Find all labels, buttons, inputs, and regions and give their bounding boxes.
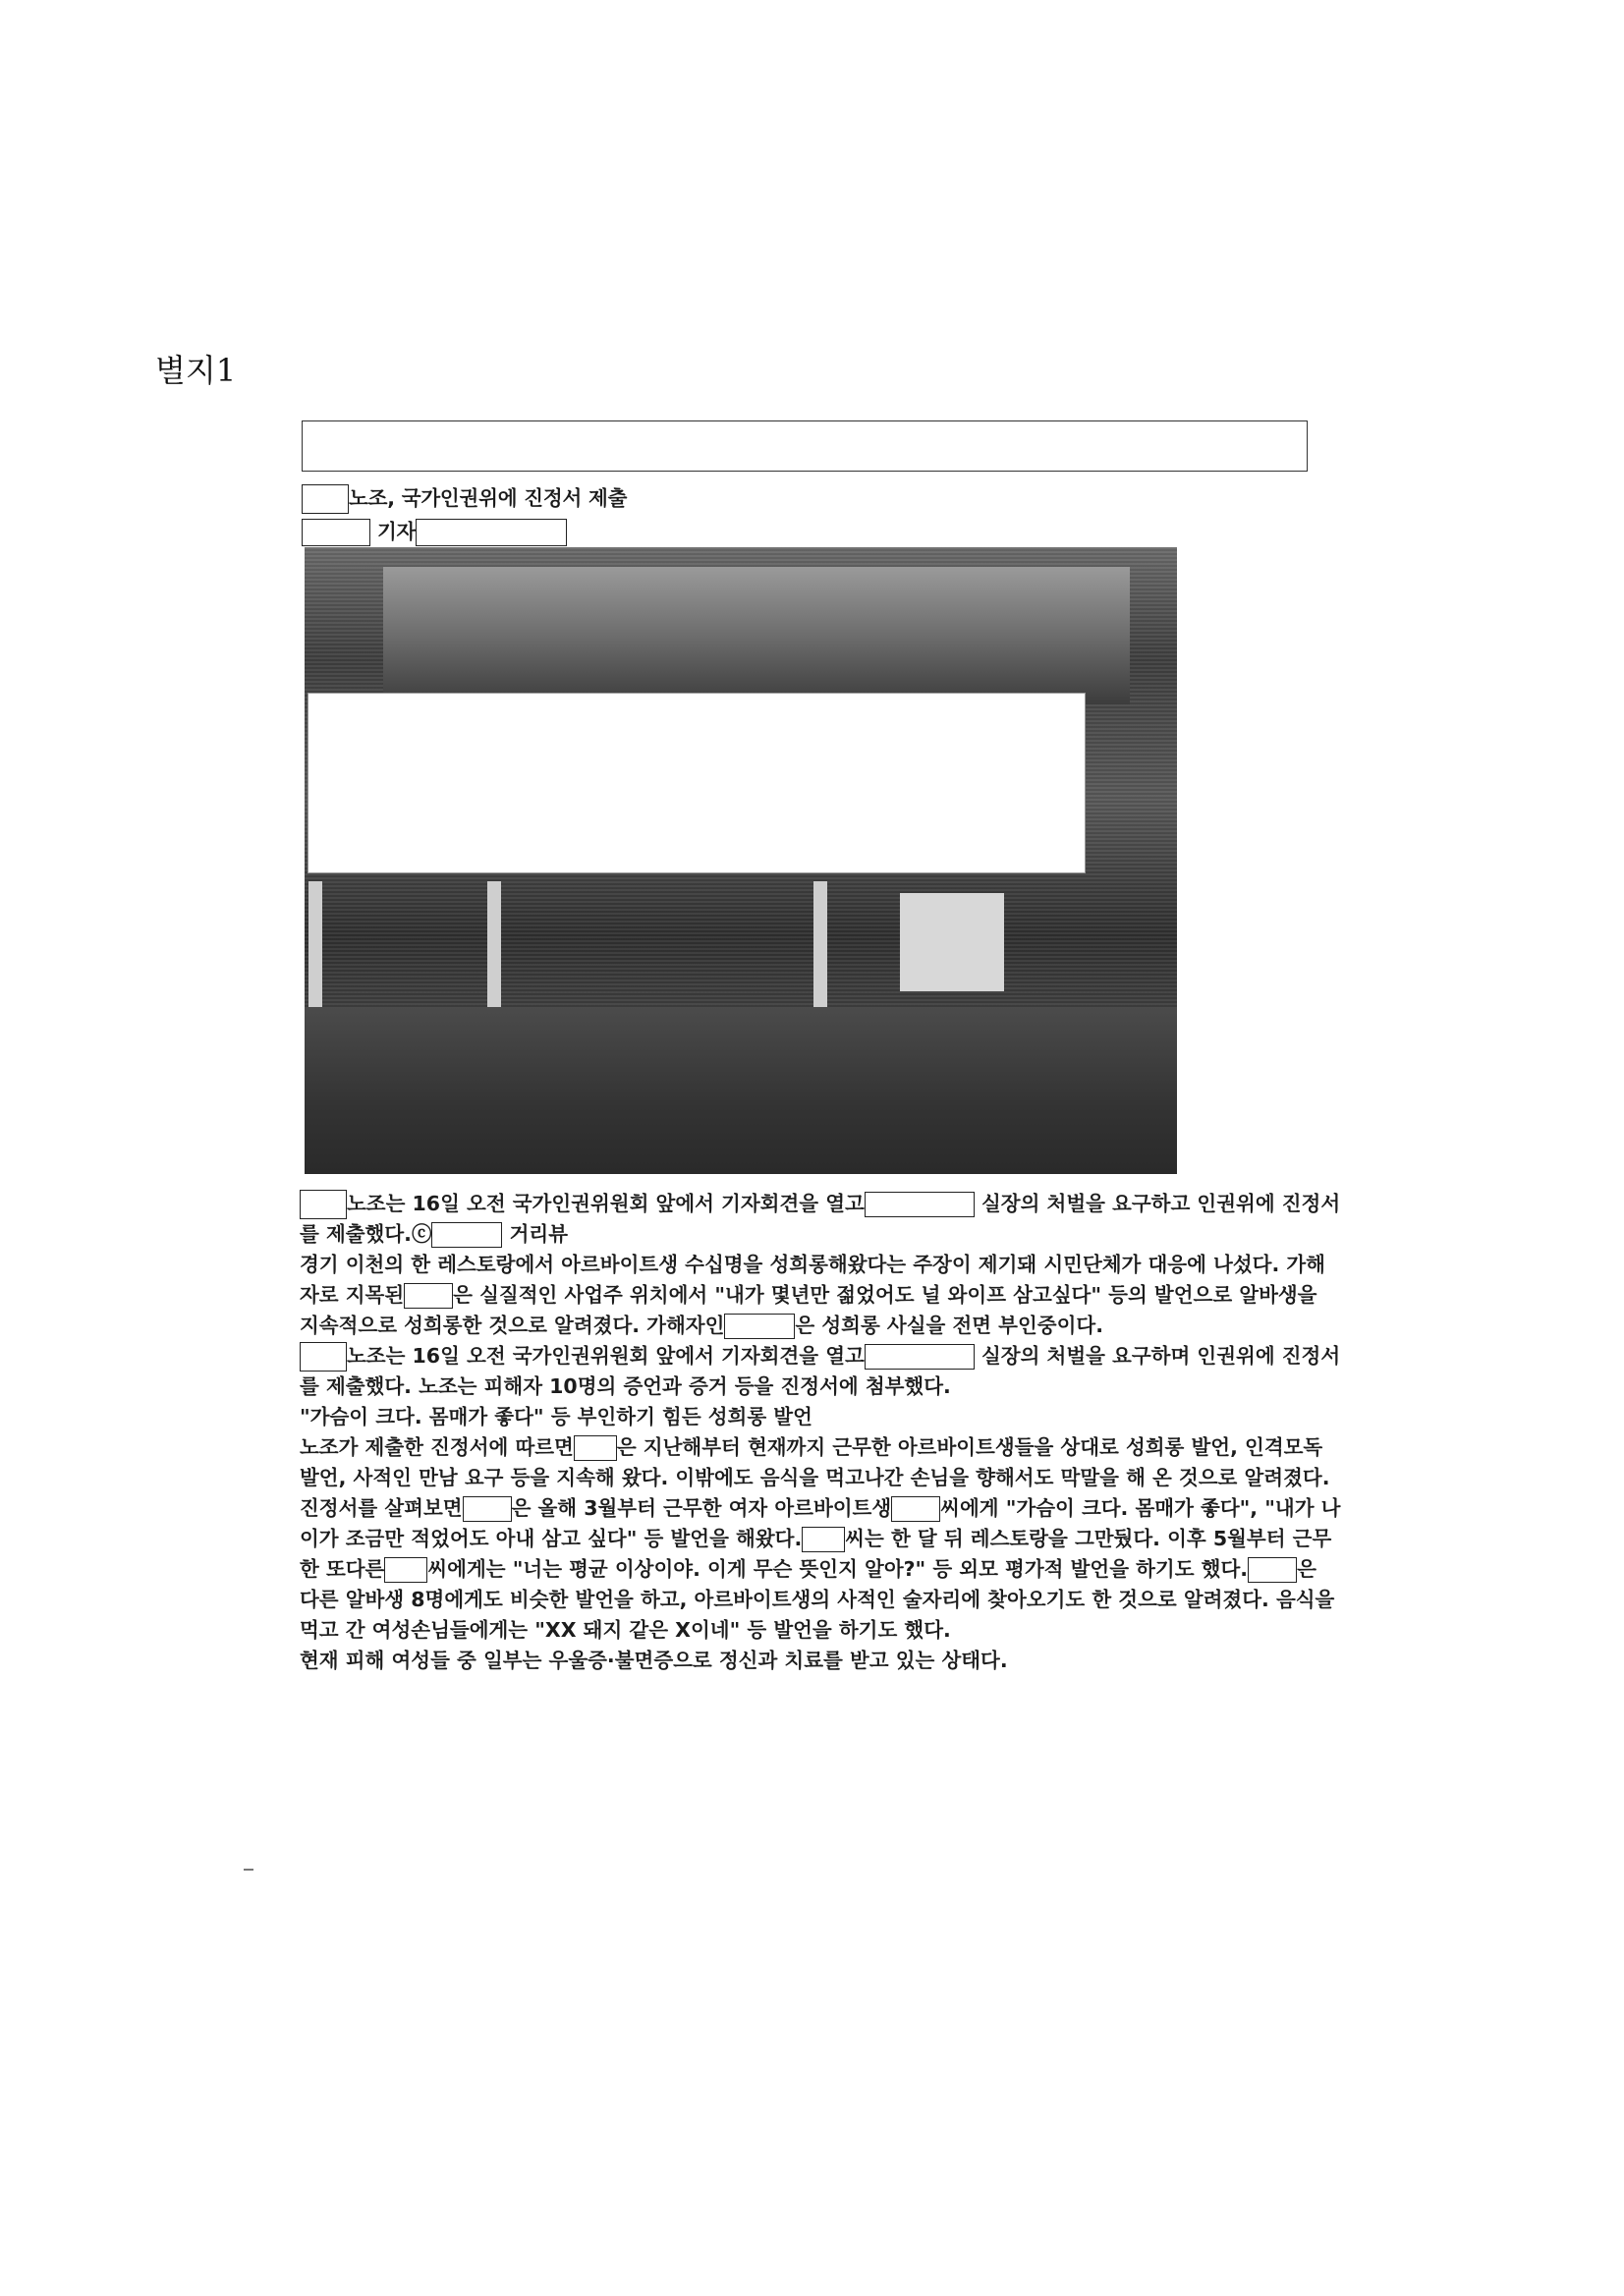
redacted-name: [802, 1527, 845, 1552]
redacted-name: [891, 1496, 940, 1522]
paragraph-caption: 노조는 16일 오전 국가인권위원회 앞에서 기자회견을 열고 실장의 처벌을 요구하고 인권위에 진정서를 제출했다.ⓒ 거리뷰: [300, 1192, 1341, 1246]
redacted-name: [404, 1283, 453, 1309]
redacted-name: [724, 1314, 795, 1339]
headline-text: 노조, 국가인권위에 진정서 제출: [349, 486, 628, 510]
article-headline: [302, 481, 627, 514]
redacted-name: [865, 1192, 975, 1217]
redacted-name: [865, 1344, 975, 1370]
article-byline: [302, 515, 567, 546]
redacted-signboard: [308, 693, 1086, 873]
redacted-union-name: [300, 1342, 347, 1372]
redacted-title-box: [302, 420, 1308, 472]
paragraph-lead: 경기 이천의 한 레스토랑에서 아르바이트생 수십명을 성희롱해왔다는 주장이 제기돼 시민단체가 대응에 나섰다. 가해자로 지목된 은 실질적인 사업주 위치에서 "내가 몇년만 젊었어도 널 와이프 삼고싶다" 등의 발언으로 알바생을 지속적으로 성희롱한 것으로 알려졌다. 가해자인 은 성희롱 사실을 전면 부인중이다.: [300, 1253, 1325, 1337]
article-body: [300, 1189, 1341, 1676]
photo-building-roof: [383, 567, 1130, 704]
redacted-reporter: [416, 519, 567, 546]
article-photo: [305, 547, 1177, 1174]
redacted-outlet: [302, 519, 370, 546]
redacted-union-name: [300, 1190, 347, 1219]
redacted-name: [1248, 1557, 1297, 1583]
paragraph-status: 현재 피해 여성들 중 일부는 우울증·불면증으로 정신과 치료를 받고 있는 상태다.: [300, 1649, 1008, 1672]
margin-mark: [244, 1869, 253, 1871]
paragraph-details: 진정서를 살펴보면 은 올해 3월부터 근무한 여자 아르바이트생 씨에게 "가슴이 크다. 몸매가 좋다", "내가 나이가 조금만 적었어도 아내 삼고 싶다" 등 발언을 해왔다. 씨는 한 달 뒤 레스토랑을 그만뒀다. 이후 5월부터 근무한 또다른 씨에게는 "너는 평균 이상이야. 이게 무슨 뜻인지 알아?" 등 외모 평가적 발언을 하기도 했다. 은 다른 알바생 8명에게도 비슷한 발언을 하고, 아르바이트생의 사적인 술자리에 찾아오기도 한 것으로 알려졌다. 음식을 먹고 간 여성손님들에게는 "XX 돼지 같은 X이네" 등 발언을 하기도 했다.: [300, 1496, 1341, 1642]
redacted-name: [574, 1435, 617, 1461]
redacted-union-name: [302, 484, 349, 514]
article-subheading: "가슴이 크다. 몸매가 좋다" 등 부인하기 힘든 성희롱 발언: [300, 1405, 812, 1428]
annex-label: 별지1: [155, 352, 237, 389]
photo-ground: [305, 1007, 1177, 1174]
redacted-name: [463, 1496, 512, 1522]
photo-door: [900, 893, 1004, 991]
paragraph-petition: 노조가 제출한 진정서에 따르면 은 지난해부터 현재까지 근무한 아르바이트생들을 상대로 성희롱 발언, 인격모독 발언, 사적인 만남 요구 등을 지속해 왔다. 이밖에도 음식을 먹고나간 손님을 향해서도 막말을 해 온 것으로 알려졌다.: [300, 1435, 1330, 1489]
redacted-name: [384, 1557, 427, 1583]
paragraph-press-conference: 노조는 16일 오전 국가인권위원회 앞에서 기자회견을 열고 실장의 처벌을 요구하며 인권위에 진정서를 제출했다. 노조는 피해자 10명의 증언과 증거 등을 진정서에 첨부했다.: [300, 1344, 1341, 1398]
redacted-source: [431, 1222, 502, 1248]
byline-text: 기자: [376, 520, 417, 543]
